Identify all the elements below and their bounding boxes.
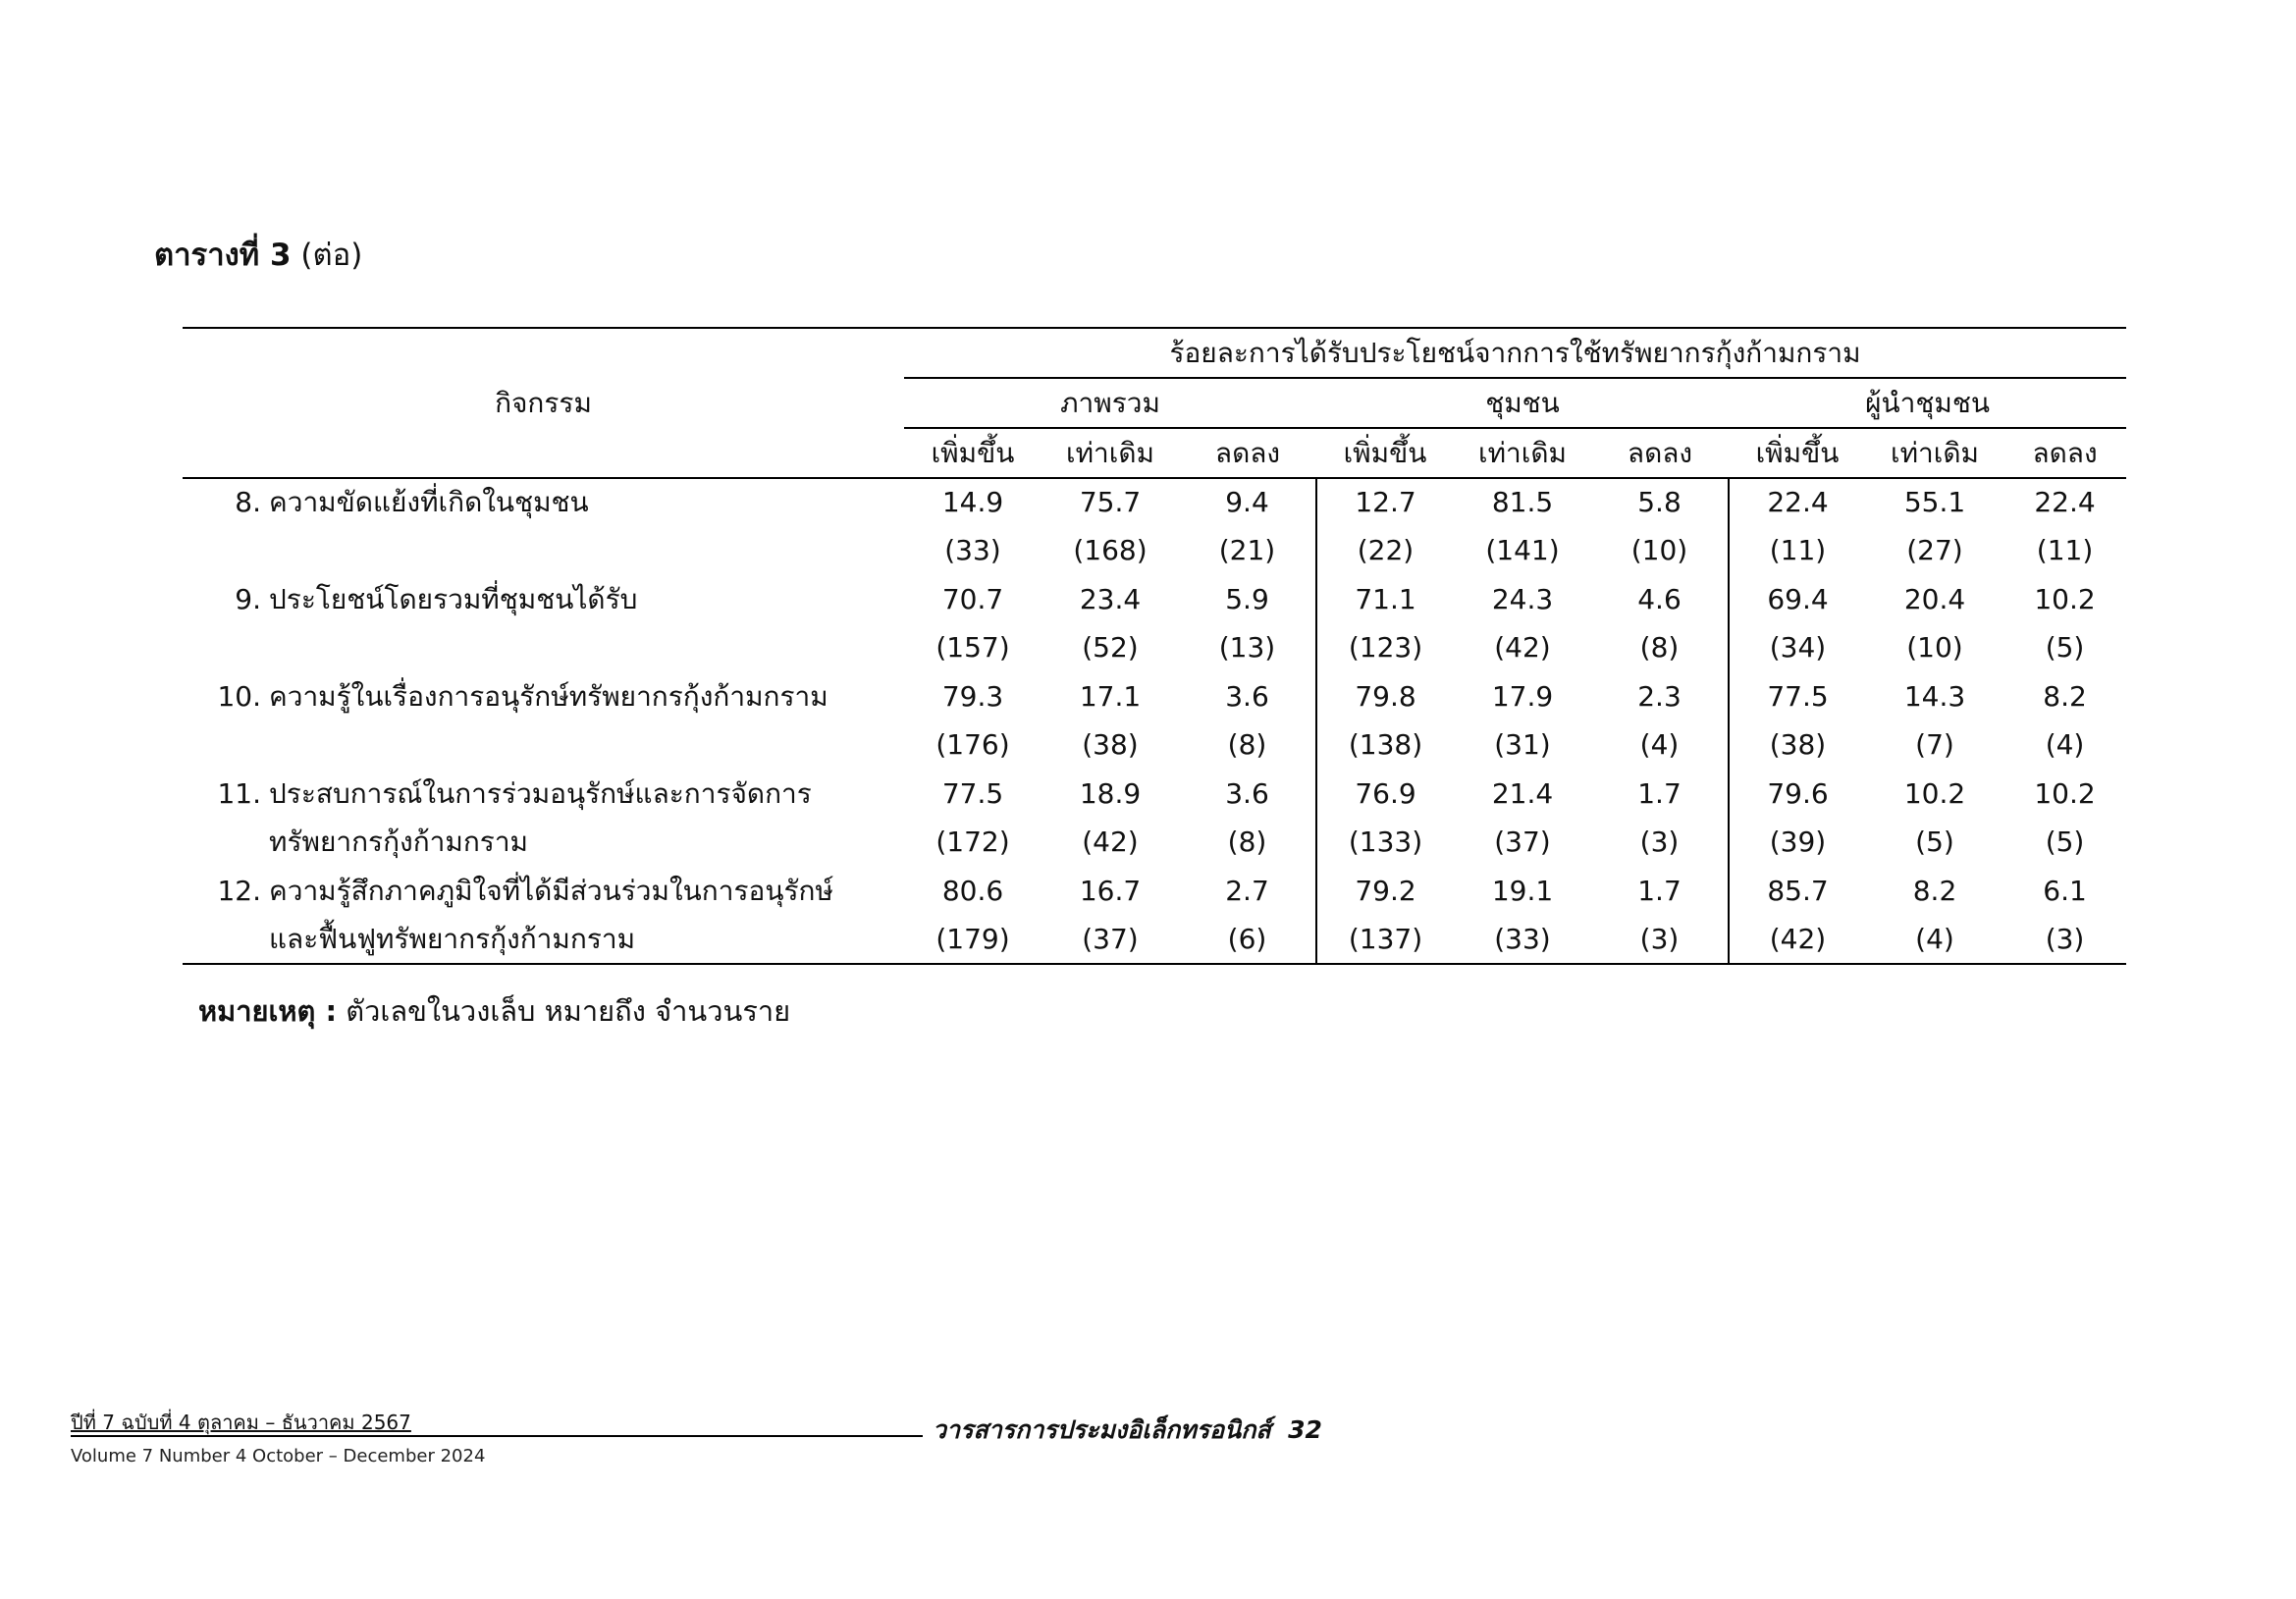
count-cell: (138) <box>1316 721 1454 771</box>
count-cell: (133) <box>1316 819 1454 868</box>
activity-label-continued: ทรัพยากรกุ้งก้ามกราม <box>269 826 529 859</box>
percent-cell: 19.1 <box>1491 874 1554 907</box>
subheader-increase: เพิ่มขึ้น <box>1316 428 1454 478</box>
activity-cell <box>183 624 904 673</box>
table-caption <box>154 236 362 275</box>
percent-cell: 3.6 <box>1225 776 1269 810</box>
activity-label-continued: และฟื้นฟูทรัพยากรกุ้งก้ามกราม <box>269 922 636 955</box>
percent-cell: 10.2 <box>1903 776 1966 810</box>
activity-cell <box>183 721 904 771</box>
note-text: ตัวเลขในวงเล็บ หมายถึง จำนวนราย <box>346 994 791 1028</box>
count-cell: (21) <box>1218 534 1276 567</box>
percent-cell: 76.9 <box>1316 770 1454 819</box>
table-caption-label: ตารางที่ 3 <box>154 238 292 273</box>
activity-cell <box>183 819 904 868</box>
percent-cell: 55.1 <box>1903 486 1966 519</box>
subheader-increase: เพิ่มขึ้น <box>1729 428 1866 478</box>
subheader-increase: เพิ่มขึ้น <box>904 428 1041 478</box>
percent-cell: 10.2 <box>2034 776 2096 810</box>
percent-cell: 79.2 <box>1316 867 1454 916</box>
percent-cell: 79.8 <box>1316 672 1454 721</box>
percent-cell: 4.6 <box>1637 582 1682 615</box>
group-header-community: ชุมชน <box>1316 378 1729 428</box>
count-cell: (42) <box>1729 916 1866 965</box>
activity-cell <box>183 575 904 624</box>
count-cell: (3) <box>1639 826 1680 859</box>
count-cell: (13) <box>1218 631 1276 665</box>
subheader-decrease: ลดลง <box>1179 428 1316 478</box>
activity-label: ความรู้สึกภาคภูมิใจที่ได้มีส่วนร่วมในการอนุรักษ์ <box>269 874 833 907</box>
count-cell: (5) <box>2045 826 2085 859</box>
count-cell: (123) <box>1316 624 1454 673</box>
activity-cell <box>183 478 904 527</box>
activity-header: กิจกรรม <box>183 328 904 478</box>
count-cell: (172) <box>935 826 1010 859</box>
activity-cell <box>183 527 904 576</box>
count-cell: (34) <box>1729 624 1866 673</box>
percent-cell: 5.8 <box>1637 486 1682 519</box>
activity-label: ความรู้ในเรื่องการอนุรักษ์ทรัพยากรกุ้งก้ามกราม <box>269 679 828 713</box>
activity-number: 10. <box>217 679 261 713</box>
count-cell: (5) <box>2045 631 2085 665</box>
subheader-same: เท่าเดิม <box>1866 428 2003 478</box>
activity-cell <box>183 672 904 721</box>
benefit-table <box>183 327 2126 965</box>
count-cell: (33) <box>1454 916 1591 965</box>
activity-cell <box>183 867 904 916</box>
count-cell: (168) <box>1073 534 1148 567</box>
count-cell: (4) <box>1639 728 1680 762</box>
count-cell: (141) <box>1485 534 1560 567</box>
count-cell: (5) <box>1915 826 1954 859</box>
group-header-overall: ภาพรวม <box>904 378 1316 428</box>
percent-cell: 14.9 <box>941 486 1004 519</box>
table-row <box>183 770 2126 819</box>
group-header-leaders: ผู้นำชุมชน <box>1729 378 2126 428</box>
percent-cell: 69.4 <box>1729 575 1866 624</box>
count-cell: (42) <box>1494 631 1551 665</box>
table-row <box>183 721 2126 771</box>
count-cell: (3) <box>1591 916 1729 965</box>
percent-cell: 2.3 <box>1637 679 1682 713</box>
activity-number: 11. <box>217 776 261 810</box>
percent-cell: 77.5 <box>1729 672 1866 721</box>
table-row <box>183 867 2126 916</box>
page-number: 32 <box>1288 1415 1322 1444</box>
activity-number: 12. <box>217 874 261 907</box>
note-label: หมายเหตุ : <box>198 994 338 1028</box>
count-cell: (37) <box>1494 826 1551 859</box>
count-cell: (6) <box>1179 916 1316 965</box>
subheader-same: เท่าเดิม <box>1041 428 1179 478</box>
percent-cell: 1.7 <box>1637 776 1682 810</box>
count-cell: (137) <box>1316 916 1454 965</box>
table-row <box>183 916 2126 965</box>
percent-cell: 85.7 <box>1729 867 1866 916</box>
benefit-super-header: ร้อยละการได้รับประโยชน์จากการใช้ทรัพยากรกุ้งก้ามกราม <box>904 328 2126 378</box>
count-cell: (52) <box>1082 631 1139 665</box>
count-cell: (39) <box>1729 819 1866 868</box>
percent-cell: 8.2 <box>1912 874 1957 907</box>
count-cell: (8) <box>1227 826 1267 859</box>
activity-label: ความขัดแย้งที่เกิดในชุมชน <box>269 486 589 519</box>
percent-cell: 81.5 <box>1491 486 1554 519</box>
count-cell: (33) <box>944 534 1001 567</box>
percent-cell: 80.6 <box>941 874 1004 907</box>
percent-cell: 22.4 <box>1729 478 1866 527</box>
subheader-same: เท่าเดิม <box>1454 428 1591 478</box>
count-cell: (4) <box>1866 916 2003 965</box>
count-cell: (37) <box>1041 916 1179 965</box>
journal-title: วารสารการประมงอิเล็กทรอนิกส์ <box>933 1415 1271 1444</box>
percent-cell: 5.9 <box>1225 582 1269 615</box>
table-row <box>183 527 2126 576</box>
percent-cell: 9.4 <box>1225 486 1269 519</box>
percent-cell: 79.3 <box>941 679 1004 713</box>
percent-cell: 8.2 <box>2043 679 2087 713</box>
percent-cell: 16.7 <box>1079 874 1142 907</box>
count-cell: (38) <box>1082 728 1139 762</box>
percent-cell: 75.7 <box>1079 486 1142 519</box>
percent-cell: 70.7 <box>941 582 1004 615</box>
percent-cell: 71.1 <box>1316 575 1454 624</box>
count-cell: (8) <box>1227 728 1267 762</box>
table-body <box>183 478 2126 964</box>
percent-cell: 22.4 <box>2034 486 2096 519</box>
count-cell: (11) <box>2036 534 2094 567</box>
count-cell: (8) <box>1639 631 1680 665</box>
activity-number: 9. <box>235 582 261 615</box>
table-row <box>183 624 2126 673</box>
table-caption-suffix: (ต่อ) <box>300 238 363 273</box>
count-cell: (38) <box>1729 721 1866 771</box>
count-cell: (22) <box>1316 527 1454 576</box>
count-cell: (179) <box>904 916 1041 965</box>
table-row <box>183 819 2126 868</box>
percent-cell: 17.1 <box>1079 679 1142 713</box>
percent-cell: 2.7 <box>1225 874 1269 907</box>
percent-cell: 77.5 <box>941 776 1004 810</box>
percent-cell: 23.4 <box>1079 582 1142 615</box>
count-cell: (10) <box>1630 534 1688 567</box>
percent-cell: 3.6 <box>1225 679 1269 713</box>
percent-cell: 1.7 <box>1637 874 1682 907</box>
count-cell: (157) <box>935 631 1010 665</box>
percent-cell: 12.7 <box>1316 478 1454 527</box>
activity-number: 8. <box>235 486 261 519</box>
percent-cell: 17.9 <box>1491 679 1554 713</box>
subheader-decrease: ลดลง <box>2003 428 2126 478</box>
activity-cell <box>183 916 904 965</box>
count-cell: (42) <box>1082 826 1139 859</box>
count-cell: (7) <box>1915 728 1954 762</box>
footer-issue-thai: ปีที่ 7 ฉบับที่ 4 ตุลาคม – ธันวาคม 2567 <box>71 1411 411 1434</box>
count-cell: (31) <box>1494 728 1551 762</box>
activity-label: ประสบการณ์ในการร่วมอนุรักษ์และการจัดการ <box>269 776 812 810</box>
count-cell: (27) <box>1906 534 1963 567</box>
table-row <box>183 672 2126 721</box>
table-note <box>198 991 790 1031</box>
percent-cell: 6.1 <box>2043 874 2087 907</box>
footer-divider <box>71 1435 923 1437</box>
count-cell: (3) <box>2003 916 2126 965</box>
footer-journal <box>933 1415 1322 1445</box>
activity-cell <box>183 770 904 819</box>
table-row <box>183 478 2126 527</box>
footer-volume-english: Volume 7 Number 4 October – December 2024 <box>71 1446 486 1466</box>
percent-cell: 21.4 <box>1491 776 1554 810</box>
percent-cell: 79.6 <box>1729 770 1866 819</box>
count-cell: (11) <box>1729 527 1866 576</box>
percent-cell: 18.9 <box>1079 776 1142 810</box>
percent-cell: 20.4 <box>1903 582 1966 615</box>
percent-cell: 24.3 <box>1491 582 1554 615</box>
count-cell: (10) <box>1906 631 1963 665</box>
percent-cell: 14.3 <box>1903 679 1966 713</box>
activity-label: ประโยชน์โดยรวมที่ชุมชนได้รับ <box>269 582 638 615</box>
percent-cell: 10.2 <box>2034 582 2096 615</box>
table-row <box>183 575 2126 624</box>
count-cell: (176) <box>935 728 1010 762</box>
subheader-decrease: ลดลง <box>1591 428 1729 478</box>
count-cell: (4) <box>2045 728 2085 762</box>
